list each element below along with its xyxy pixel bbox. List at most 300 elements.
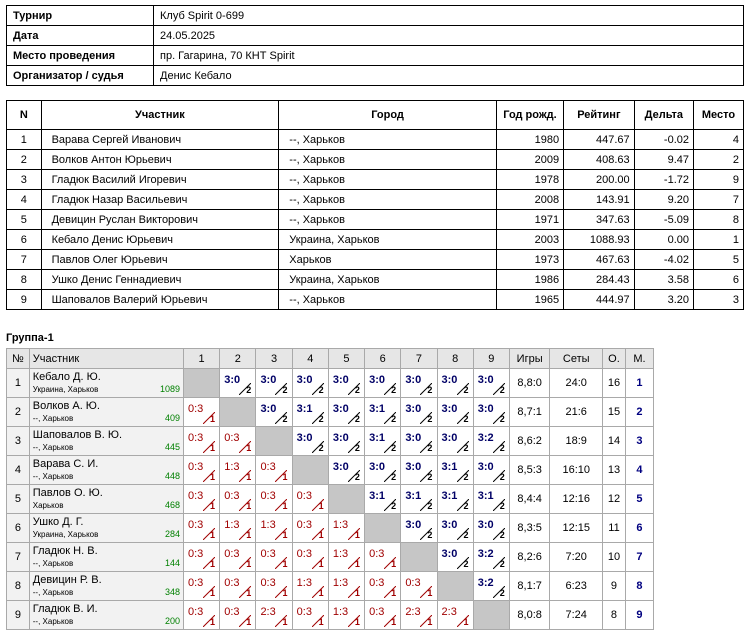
match-points: 1 (354, 530, 360, 540)
match-result (474, 514, 508, 542)
match-score: 0:3 (224, 577, 240, 589)
points-cell: 14 (603, 427, 626, 456)
match-points: 2 (354, 443, 360, 453)
match-points: 2 (427, 472, 433, 482)
match-score: 2:3 (405, 606, 421, 618)
participant-cell: 9.47 (634, 150, 693, 170)
match-score: 3:0 (224, 374, 241, 386)
result-cell (473, 514, 509, 543)
participant-cell: --, Харьков (279, 290, 497, 310)
games-cell: 8,3:5 (509, 514, 549, 543)
participant-cell: -4.02 (634, 250, 693, 270)
self-cell (256, 427, 292, 456)
match-result (401, 485, 435, 513)
match-points: 2 (246, 385, 252, 395)
participant-cell: 9 (7, 290, 42, 310)
result-cell (220, 514, 256, 543)
match-score: 3:1 (477, 490, 494, 502)
sets-cell: 21:6 (550, 398, 603, 427)
participant-cell: 3 (7, 170, 42, 190)
match-result (401, 456, 435, 484)
games-cell: 8,4:4 (509, 485, 549, 514)
match-result (438, 601, 472, 629)
match-score: 3:0 (405, 374, 422, 386)
info-value: Клуб Spirit 0-699 (154, 6, 744, 26)
result-cell (292, 427, 328, 456)
match-result (256, 514, 290, 542)
table-row (7, 290, 744, 310)
match-points: 1 (246, 617, 252, 627)
match-points: 1 (318, 588, 324, 598)
result-cell (256, 543, 292, 572)
info-key: Турнир (7, 6, 154, 26)
table-row (7, 601, 654, 630)
match-points: 1 (282, 559, 288, 569)
match-result (220, 601, 254, 629)
table-row (7, 210, 744, 230)
player-city: Украина, Харьков (32, 530, 99, 539)
sets-cell: 7:24 (550, 601, 603, 630)
match-points: 2 (391, 414, 397, 424)
table-row (7, 369, 654, 398)
player-meta (33, 616, 180, 627)
match-score: 3:0 (477, 403, 494, 415)
points-cell: 8 (603, 601, 626, 630)
games-cell: 8,5:3 (509, 456, 549, 485)
player-cell (29, 572, 183, 601)
header-place: М. (625, 349, 653, 369)
match-score: 1:3 (224, 519, 240, 531)
participant-cell: Гладюк Василий Игоревич (41, 170, 279, 190)
participant-cell: 1980 (496, 130, 563, 150)
match-score: 3:0 (441, 403, 458, 415)
match-points: 2 (391, 472, 397, 482)
participant-cell: 143.91 (564, 190, 635, 210)
match-result (256, 572, 290, 600)
match-result (293, 427, 327, 455)
match-score: 3:1 (296, 403, 313, 415)
match-score: 3:0 (441, 519, 458, 531)
result-cell (365, 369, 401, 398)
match-points: 1 (282, 530, 288, 540)
match-points: 2 (499, 472, 505, 482)
result-cell (473, 427, 509, 456)
player-city: --, Харьков (32, 472, 74, 481)
player-rating: 448 (164, 471, 180, 481)
match-result (256, 369, 290, 397)
match-score: 3:2 (477, 577, 494, 589)
match-points: 1 (210, 588, 216, 598)
match-score: 3:2 (477, 548, 494, 560)
player-meta (33, 587, 180, 598)
match-points: 2 (427, 530, 433, 540)
header-opponent-1: 1 (184, 349, 220, 369)
result-cell (328, 456, 364, 485)
header-opponent-5: 5 (328, 349, 364, 369)
header-opponent-8: 8 (437, 349, 473, 369)
match-score: 3:0 (477, 461, 494, 473)
match-result (474, 456, 508, 484)
result-cell (292, 543, 328, 572)
place-cell: 6 (625, 514, 653, 543)
participant-cell: 408.63 (564, 150, 635, 170)
result-cell (184, 398, 220, 427)
player-cell (29, 601, 183, 630)
match-result (365, 398, 399, 426)
result-cell (365, 456, 401, 485)
result-cell (184, 572, 220, 601)
player-cell (29, 369, 183, 398)
match-result (401, 398, 435, 426)
match-score: 3:0 (332, 374, 349, 386)
player-rating: 468 (164, 500, 180, 510)
match-result (365, 601, 399, 629)
match-result (438, 543, 472, 571)
match-score: 0:3 (224, 548, 240, 560)
match-result (329, 543, 363, 571)
match-points: 1 (246, 588, 252, 598)
result-cell (328, 427, 364, 456)
row-number: 4 (7, 456, 30, 485)
sets-cell: 12:15 (550, 514, 603, 543)
match-points: 1 (354, 617, 360, 627)
match-result (184, 601, 218, 629)
sets-cell: 12:16 (550, 485, 603, 514)
match-score: 3:1 (369, 403, 385, 415)
match-result (293, 369, 327, 397)
info-value: пр. Гагарина, 70 КНТ Spirit (154, 46, 744, 66)
match-score: 0:3 (188, 403, 204, 415)
match-points: 2 (499, 530, 505, 540)
match-score: 3:0 (405, 432, 422, 444)
participants-header: Рейтинг (564, 101, 635, 130)
place-cell: 4 (625, 456, 653, 485)
result-cell (184, 514, 220, 543)
player-name: Девицин Р. В. (32, 574, 102, 586)
participant-cell: -0.02 (634, 130, 693, 150)
participant-cell: -5.09 (634, 210, 693, 230)
info-row (7, 26, 744, 46)
table-row (7, 456, 654, 485)
match-points: 1 (391, 559, 397, 569)
participant-cell: 347.63 (564, 210, 635, 230)
match-points: 2 (463, 501, 469, 511)
participant-cell: 2 (7, 150, 42, 170)
games-cell: 8,0:8 (509, 601, 549, 630)
match-score: 3:1 (405, 490, 422, 502)
match-result (293, 572, 327, 600)
match-score: 2:3 (441, 606, 457, 618)
place-cell: 8 (625, 572, 653, 601)
participant-cell: Шаповалов Валерий Юрьевич (41, 290, 279, 310)
match-score: 0:3 (188, 490, 204, 502)
participants-header: Дельта (634, 101, 693, 130)
result-cell (220, 543, 256, 572)
match-points: 2 (318, 414, 324, 424)
result-cell (473, 543, 509, 572)
sets-cell: 18:9 (550, 427, 603, 456)
result-cell (184, 427, 220, 456)
player-rating: 409 (164, 413, 180, 423)
match-score: 3:0 (477, 519, 494, 531)
player-meta (33, 384, 180, 395)
participants-header: Год рожд. (496, 101, 563, 130)
match-score: 0:3 (296, 490, 312, 502)
info-row (7, 66, 744, 86)
participants-table (6, 100, 744, 310)
match-points: 1 (427, 617, 433, 627)
self-cell (401, 543, 437, 572)
match-result (474, 485, 508, 513)
match-points: 1 (318, 530, 324, 540)
participant-cell: --, Харьков (279, 190, 497, 210)
sets-cell: 16:10 (550, 456, 603, 485)
player-cell (29, 456, 183, 485)
table-row (7, 572, 654, 601)
header-opponent-2: 2 (220, 349, 256, 369)
match-result (401, 572, 435, 600)
match-score: 0:3 (260, 461, 276, 473)
participant-cell: 444.97 (564, 290, 635, 310)
match-points: 2 (391, 501, 397, 511)
participant-cell: 5 (7, 210, 42, 230)
match-points: 2 (354, 414, 360, 424)
match-result (220, 514, 254, 542)
result-cell (473, 485, 509, 514)
result-cell (184, 601, 220, 630)
table-row (7, 250, 744, 270)
result-cell (184, 456, 220, 485)
participant-cell: 284.43 (564, 270, 635, 290)
info-key: Дата (7, 26, 154, 46)
participant-cell: Волков Антон Юрьевич (41, 150, 279, 170)
result-cell (437, 369, 473, 398)
match-points: 2 (282, 414, 288, 424)
self-cell (365, 514, 401, 543)
participant-cell: Украина, Харьков (279, 230, 497, 250)
result-cell (292, 485, 328, 514)
match-points: 2 (318, 385, 324, 395)
place-cell: 3 (625, 427, 653, 456)
match-score: 3:0 (405, 403, 422, 415)
match-score: 3:0 (332, 461, 349, 473)
place-cell: 5 (625, 485, 653, 514)
result-cell (256, 572, 292, 601)
result-cell (365, 543, 401, 572)
result-cell (437, 456, 473, 485)
participant-cell: Украина, Харьков (279, 270, 497, 290)
match-points: 2 (354, 472, 360, 482)
match-score: 3:0 (477, 374, 494, 386)
match-points: 1 (282, 501, 288, 511)
match-result (184, 572, 218, 600)
match-score: 0:3 (188, 548, 204, 560)
place-cell: 7 (625, 543, 653, 572)
player-city: --, Харьков (32, 414, 74, 423)
group-title: Группа-1 (6, 332, 54, 344)
participant-cell: 9 (694, 170, 744, 190)
result-cell (365, 601, 401, 630)
match-result (329, 427, 363, 455)
match-result (438, 456, 472, 484)
participant-cell: Гладюк Назар Васильевич (41, 190, 279, 210)
match-score: 0:3 (188, 606, 204, 618)
table-row (7, 130, 744, 150)
match-points: 1 (282, 472, 288, 482)
match-result (438, 427, 472, 455)
self-cell (292, 456, 328, 485)
self-cell (328, 485, 364, 514)
match-result (293, 601, 327, 629)
header-opponent-6: 6 (365, 349, 401, 369)
place-cell: 9 (625, 601, 653, 630)
match-result (220, 427, 254, 455)
match-points: 2 (499, 501, 505, 511)
match-result (220, 485, 254, 513)
result-cell (328, 572, 364, 601)
player-name: Павлов О. Ю. (32, 487, 103, 499)
match-result (365, 543, 399, 571)
match-result (474, 398, 508, 426)
player-rating: 348 (164, 587, 180, 597)
participant-cell: 7 (7, 250, 42, 270)
match-score: 3:1 (441, 490, 458, 502)
row-number: 3 (7, 427, 30, 456)
sets-cell: 6:23 (550, 572, 603, 601)
result-cell (328, 543, 364, 572)
match-result (401, 514, 435, 542)
player-rating: 200 (164, 616, 180, 626)
tournament-info-table (6, 5, 744, 86)
participant-cell: Харьков (279, 250, 497, 270)
result-cell (473, 572, 509, 601)
self-cell (220, 398, 256, 427)
match-result (474, 543, 508, 571)
match-score: 3:0 (369, 374, 385, 386)
match-score: 0:3 (188, 519, 204, 531)
header-opponent-3: 3 (256, 349, 292, 369)
match-points: 1 (318, 559, 324, 569)
participant-cell: 1978 (496, 170, 563, 190)
match-result (220, 456, 254, 484)
table-row (7, 150, 744, 170)
player-name: Кебало Д. Ю. (32, 371, 101, 383)
match-points: 2 (499, 414, 505, 424)
info-row (7, 6, 744, 26)
result-cell (256, 601, 292, 630)
match-result (293, 485, 327, 513)
match-result (184, 543, 218, 571)
sets-cell: 24:0 (550, 369, 603, 398)
result-cell (328, 369, 364, 398)
match-score: 3:1 (369, 432, 385, 444)
match-result (365, 485, 399, 513)
match-points: 1 (318, 617, 324, 627)
match-result (256, 456, 290, 484)
match-points: 1 (463, 617, 469, 627)
match-points: 2 (499, 559, 505, 569)
participant-cell: 3.20 (634, 290, 693, 310)
match-points: 1 (246, 472, 252, 482)
participant-cell: 7 (694, 190, 744, 210)
participant-cell: 3.58 (634, 270, 693, 290)
player-rating: 445 (164, 442, 180, 452)
player-meta (33, 442, 180, 453)
match-points: 1 (210, 617, 216, 627)
match-points: 2 (427, 414, 433, 424)
header-num: № (7, 349, 30, 369)
match-result (438, 369, 472, 397)
participant-cell: 4 (694, 130, 744, 150)
result-cell (220, 485, 256, 514)
table-row (7, 543, 654, 572)
match-score: 1:3 (332, 519, 349, 531)
player-meta (33, 558, 180, 569)
player-cell (29, 514, 183, 543)
result-cell (437, 485, 473, 514)
match-score: 3:0 (332, 403, 349, 415)
participant-cell: --, Харьков (279, 150, 497, 170)
match-score: 0:3 (296, 548, 312, 560)
points-cell: 13 (603, 456, 626, 485)
match-result (256, 543, 290, 571)
result-cell (292, 601, 328, 630)
participant-cell: 0.00 (634, 230, 693, 250)
match-result (365, 572, 399, 600)
participant-cell: Павлов Олег Юрьевич (41, 250, 279, 270)
self-cell (184, 369, 220, 398)
match-points: 1 (210, 414, 216, 424)
result-cell (401, 456, 437, 485)
table-row (7, 398, 654, 427)
player-name: Варава С. И. (32, 458, 99, 470)
match-score: 1:3 (332, 548, 349, 560)
participant-cell: 1973 (496, 250, 563, 270)
match-points: 2 (427, 443, 433, 453)
match-result (184, 485, 218, 513)
header-points: О. (603, 349, 626, 369)
table-row (7, 485, 654, 514)
match-points: 1 (318, 501, 324, 511)
match-score: 3:0 (260, 374, 277, 386)
result-cell (220, 369, 256, 398)
result-cell (401, 427, 437, 456)
player-meta (33, 413, 180, 424)
player-name: Ушко Д. Г. (32, 516, 84, 528)
result-cell (292, 369, 328, 398)
match-score: 3:0 (369, 461, 385, 473)
player-cell (29, 485, 183, 514)
info-value: 24.05.2025 (154, 26, 744, 46)
player-name: Волков А. Ю. (32, 400, 100, 412)
header-opponent-9: 9 (473, 349, 509, 369)
match-result (365, 427, 399, 455)
match-points: 2 (463, 443, 469, 453)
match-score: 1:3 (296, 577, 312, 589)
result-cell (328, 514, 364, 543)
result-cell (256, 369, 292, 398)
place-cell: 2 (625, 398, 653, 427)
match-points: 2 (463, 414, 469, 424)
result-cell (401, 398, 437, 427)
match-result (184, 427, 218, 455)
player-meta (33, 529, 180, 540)
match-result (365, 456, 399, 484)
participant-cell: 1971 (496, 210, 563, 230)
player-rating: 1089 (159, 384, 180, 394)
result-cell (256, 398, 292, 427)
header-participant: Участник (29, 349, 183, 369)
